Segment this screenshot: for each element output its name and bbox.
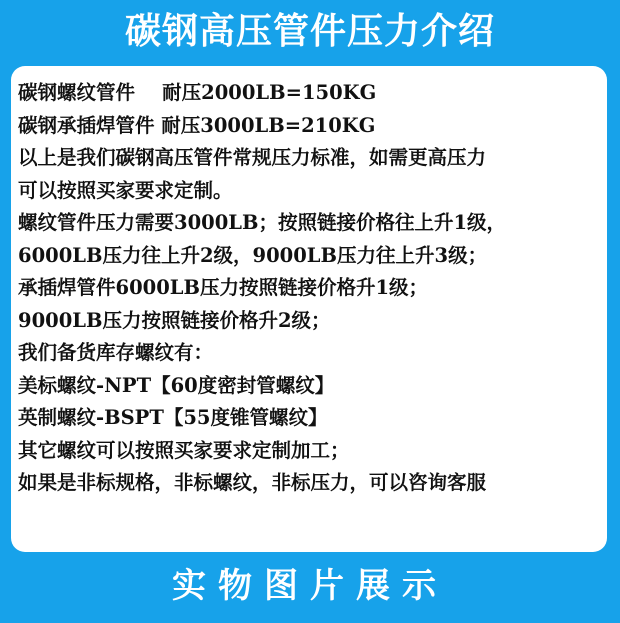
section-heading-photos: 实物图片展示 [172, 566, 448, 606]
info-line: 其它螺纹可以按照买家要求定制加工； [18, 438, 350, 462]
info-text-block [18, 77, 601, 500]
info-line: 可以按照买家要求定制。 [18, 178, 233, 202]
info-line: 以上是我们碳钢高压管件常规压力标准，如需更高压力 [18, 146, 487, 169]
page-title: 碳钢高压管件压力介绍 [124, 11, 495, 52]
info-line: 如果是非标规格，非标螺纹，非标压力，可以咨询客服 [18, 471, 487, 494]
info-line: 承插焊管件6000LB压力按照链接价格升1级； [18, 276, 429, 299]
info-line: 英制螺纹-BSPT【55度锥管螺纹】 [18, 406, 328, 429]
info-panel [11, 66, 607, 552]
info-line: 9000LB压力按照链接价格升2级； [18, 308, 331, 332]
info-line: 碳钢承插焊管件 耐压3000LB=210KG [18, 113, 376, 137]
info-line: 碳钢螺纹管件 耐压2000LB=150KG [18, 81, 377, 104]
info-line: 我们备货库存螺纹有： [18, 341, 214, 364]
info-line: 螺纹管件压力需要3000LB；按照链接价格往上升1级， [18, 211, 507, 234]
info-line: 美标螺纹-NPT【60度密封管螺纹】 [18, 373, 335, 397]
info-line: 6000LB压力往上升2级，9000LB压力往上升3级； [18, 243, 488, 267]
